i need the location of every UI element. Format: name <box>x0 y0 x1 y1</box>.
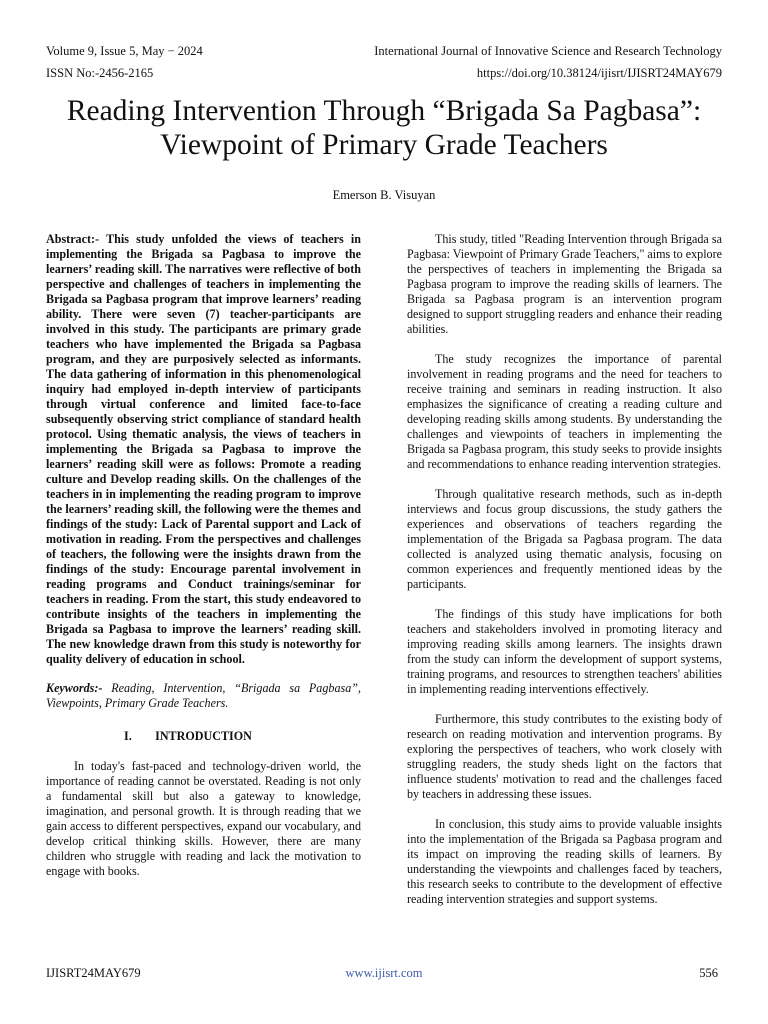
journal-name: International Journal of Innovative Science and Research Technology <box>374 44 722 58</box>
abstract <box>46 232 361 667</box>
keywords-text: Reading, Intervention, “Brigada sa Pagbasa”, Viewpoints, Primary Grade Teachers. <box>46 681 361 710</box>
body-paragraph: This study, titled "Reading Intervention through Brigada sa Pagbasa: Viewpoint of Primary Grade Teachers," aims to explore the perspectives of teachers in implementing the Brigada sa Pagbasa program to improve the reading skills of learners. The Brigada sa Pagbasa program is an intervention program designed to support struggling readers and enhance their reading abilities. <box>407 232 722 336</box>
section-number: I. <box>124 729 132 743</box>
section-title: INTRODUCTION <box>155 729 252 743</box>
footer-paper-code: IJISRT24MAY679 <box>46 966 141 980</box>
abstract-text: This study unfolded the views of teachers in implementing the Brigada sa Pagbasa to improve the learners’ reading skill. The narratives were reflective of both perspective and challenges of teachers in implementing the Brigada sa Pagbasa program that improve learners’ reading ability. There were seven (7) teacher-participants are involved in this study. The participants are primary grade teachers who have implemented the Brigada sa Pagbasa program, and they are purposively selected as informants. The data gathering of information in this phenomenological inquiry had employed in-depth interview of participants through virtual conference and limited face-to-face subsequently observing strict compliance of standard health protocol. Using thematic analysis, the views of teachers in implementing the Brigada sa Pagbasa to improve the learners’ reading skill were as follows: Promote a reading culture and Develop reading skills. On the challenges of the teachers in in implementing the reading program to improve the learners’ reading skill, the following were the themes and findings of the study: Lack of Parental support and Lack of motivation in reading. From the perspectives and challenges of teachers, the following were the insights drawn from the findings of the study: Encourage parental involvement in reading programs and Conduct trainings/seminar for teachers in reading. From the start, this study endeavored to contribute insights of the teachers in implementing the Brigada sa Pagbasa to improve the learners’ reading skill. The new knowledge drawn from this study is noteworthy for quality delivery of education in school. <box>46 232 361 666</box>
body-paragraph: The findings of this study have implications for both teachers and stakeholders involved in promoting literacy and improving reading skills among learners. The insights drawn from the study can inform the development of support systems, training programs, and resources to strengthen teachers' abilities in implementing reading interventions effectively. <box>407 607 722 696</box>
paper-title: Reading Intervention Through “Brigada Sa Pagbasa”: Viewpoint of Primary Grade Teachers <box>66 95 702 161</box>
keywords <box>46 681 361 711</box>
right-column <box>407 232 722 922</box>
body-paragraph: Furthermore, this study contributes to the existing body of research on reading motivation and intervention programs. By exploring the perspectives of teachers, who work closely with struggling readers, the study sheds light on the factors that influence students' motivation to read and the challenges faced by teachers in addressing these issues. <box>407 712 722 801</box>
body-paragraph: The study recognizes the importance of parental involvement in reading programs and the need for teachers to receive training and seminars in reading instruction. It also emphasizes the significance of creating a reading culture and developing reading skills among students. By understanding the challenges and viewpoints of teachers in implementing the Brigada sa Pagbasa program, this study seeks to provide insights and recommendations to enhance reading intervention strategies. <box>407 352 722 471</box>
keywords-label: Keywords:- <box>46 681 103 695</box>
body-paragraph: Through qualitative research methods, such as in-depth interviews and focus group discussions, the study gathers the experiences and observations of teachers regarding the implementation of the Brigada sa Pagbasa program. The data collected is analyzed using thematic analysis, focusing on common experiences and frequently mentioned ideas by the participants. <box>407 487 722 591</box>
author-name: Emerson B. Visuyan <box>332 188 436 202</box>
section-heading <box>46 729 361 744</box>
issn: ISSN No:-2456-2165 <box>46 66 154 80</box>
page-number: 556 <box>699 966 718 980</box>
left-column <box>46 232 361 894</box>
volume-issue: Volume 9, Issue 5, May − 2024 <box>46 44 203 58</box>
footer-website-link[interactable]: www.ijisrt.com <box>345 966 423 980</box>
doi-link[interactable]: https://doi.org/10.38124/ijisrt/IJISRT24MAY679 <box>476 66 722 80</box>
abstract-label: Abstract:- <box>46 232 100 246</box>
intro-paragraph: In today's fast-paced and technology-driven world, the importance of reading cannot be overstated. Reading is not only a fundamental skill but also a gateway to knowledge, imagination, and personal growth. It is through reading that we gain access to different perspectives, expand our vocabulary, and develop critical thinking skills. However, there are many children who struggle with reading and lack the motivation to engage with books. <box>46 759 361 878</box>
body-paragraph: In conclusion, this study aims to provide valuable insights into the implementation of the Brigada sa Pagbasa program and its impact on improving the reading skills of learners. By understanding the viewpoints and challenges faced by teachers, this research seeks to contribute to the development of effective reading intervention strategies and support systems. <box>407 817 722 906</box>
